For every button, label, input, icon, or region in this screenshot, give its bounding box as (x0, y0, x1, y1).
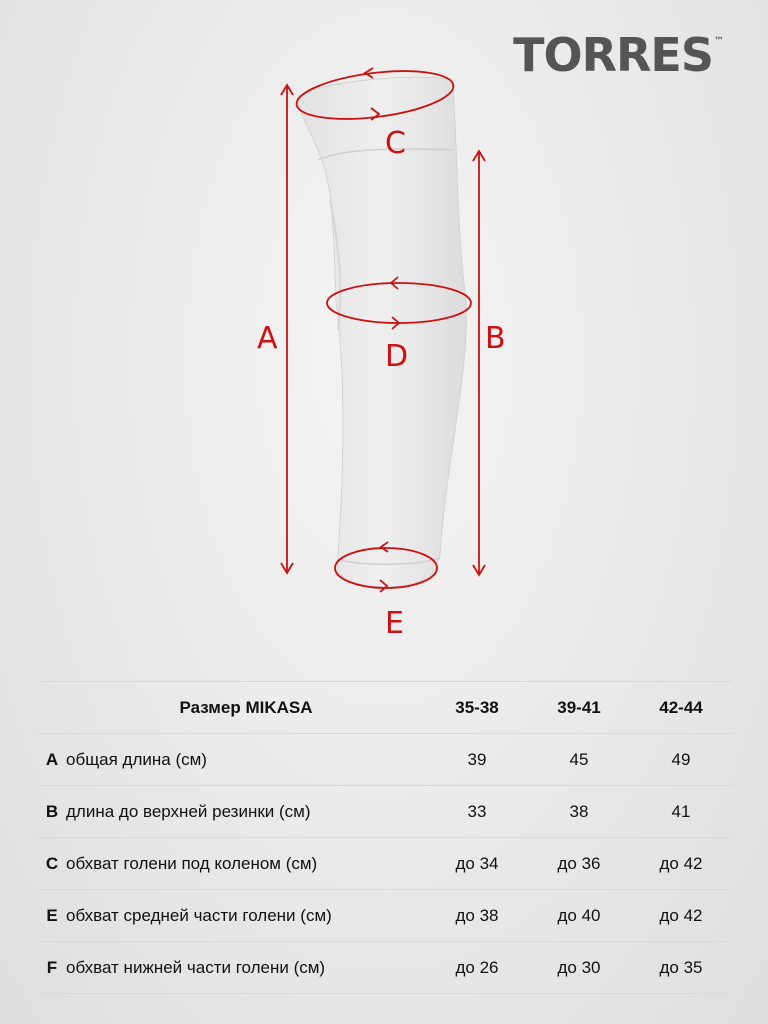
row-letter: E (38, 890, 66, 942)
table-row (38, 890, 732, 942)
row-value: до 34 (426, 838, 528, 890)
measure-b-arrow (473, 151, 485, 575)
label-d: D (385, 339, 409, 374)
size-chart-table (38, 681, 732, 994)
trademark-mark: ™ (714, 36, 724, 47)
label-b: B (485, 321, 506, 356)
row-value: 49 (630, 734, 732, 786)
label-e: E (385, 606, 404, 641)
row-value: 41 (630, 786, 732, 838)
row-letter: A (38, 734, 66, 786)
header-empty-cell (38, 682, 66, 734)
table-row (38, 734, 732, 786)
row-letter: B (38, 786, 66, 838)
row-label: обхват голени под коленом (см) (66, 838, 426, 890)
header-size: 42-44 (630, 682, 732, 734)
header-size: 39-41 (528, 682, 630, 734)
row-label: общая длина (см) (66, 734, 426, 786)
row-label: обхват средней части голени (см) (66, 890, 426, 942)
header-size: 35-38 (426, 682, 528, 734)
row-label: обхват нижней части голени (см) (66, 942, 426, 994)
brand-name: TORRES (513, 28, 713, 82)
table-row (38, 942, 732, 994)
row-value: 45 (528, 734, 630, 786)
table-row (38, 786, 732, 838)
table-header-row (38, 682, 732, 734)
label-a: A (257, 321, 278, 356)
row-value: до 42 (630, 838, 732, 890)
row-value: 33 (426, 786, 528, 838)
row-value: до 40 (528, 890, 630, 942)
table-row (38, 838, 732, 890)
header-title: Размер MIKASA (66, 682, 426, 734)
row-value: 38 (528, 786, 630, 838)
row-value: до 35 (630, 942, 732, 994)
row-value: до 42 (630, 890, 732, 942)
row-value: до 30 (528, 942, 630, 994)
label-c: C (385, 126, 406, 161)
row-letter: F (38, 942, 66, 994)
row-letter: C (38, 838, 66, 890)
row-value: до 38 (426, 890, 528, 942)
row-value: до 26 (426, 942, 528, 994)
row-label: длина до верхней резинки (см) (66, 786, 426, 838)
measure-a-arrow (281, 85, 293, 573)
row-value: до 36 (528, 838, 630, 890)
row-value: 39 (426, 734, 528, 786)
leg-sleeve (297, 77, 466, 587)
